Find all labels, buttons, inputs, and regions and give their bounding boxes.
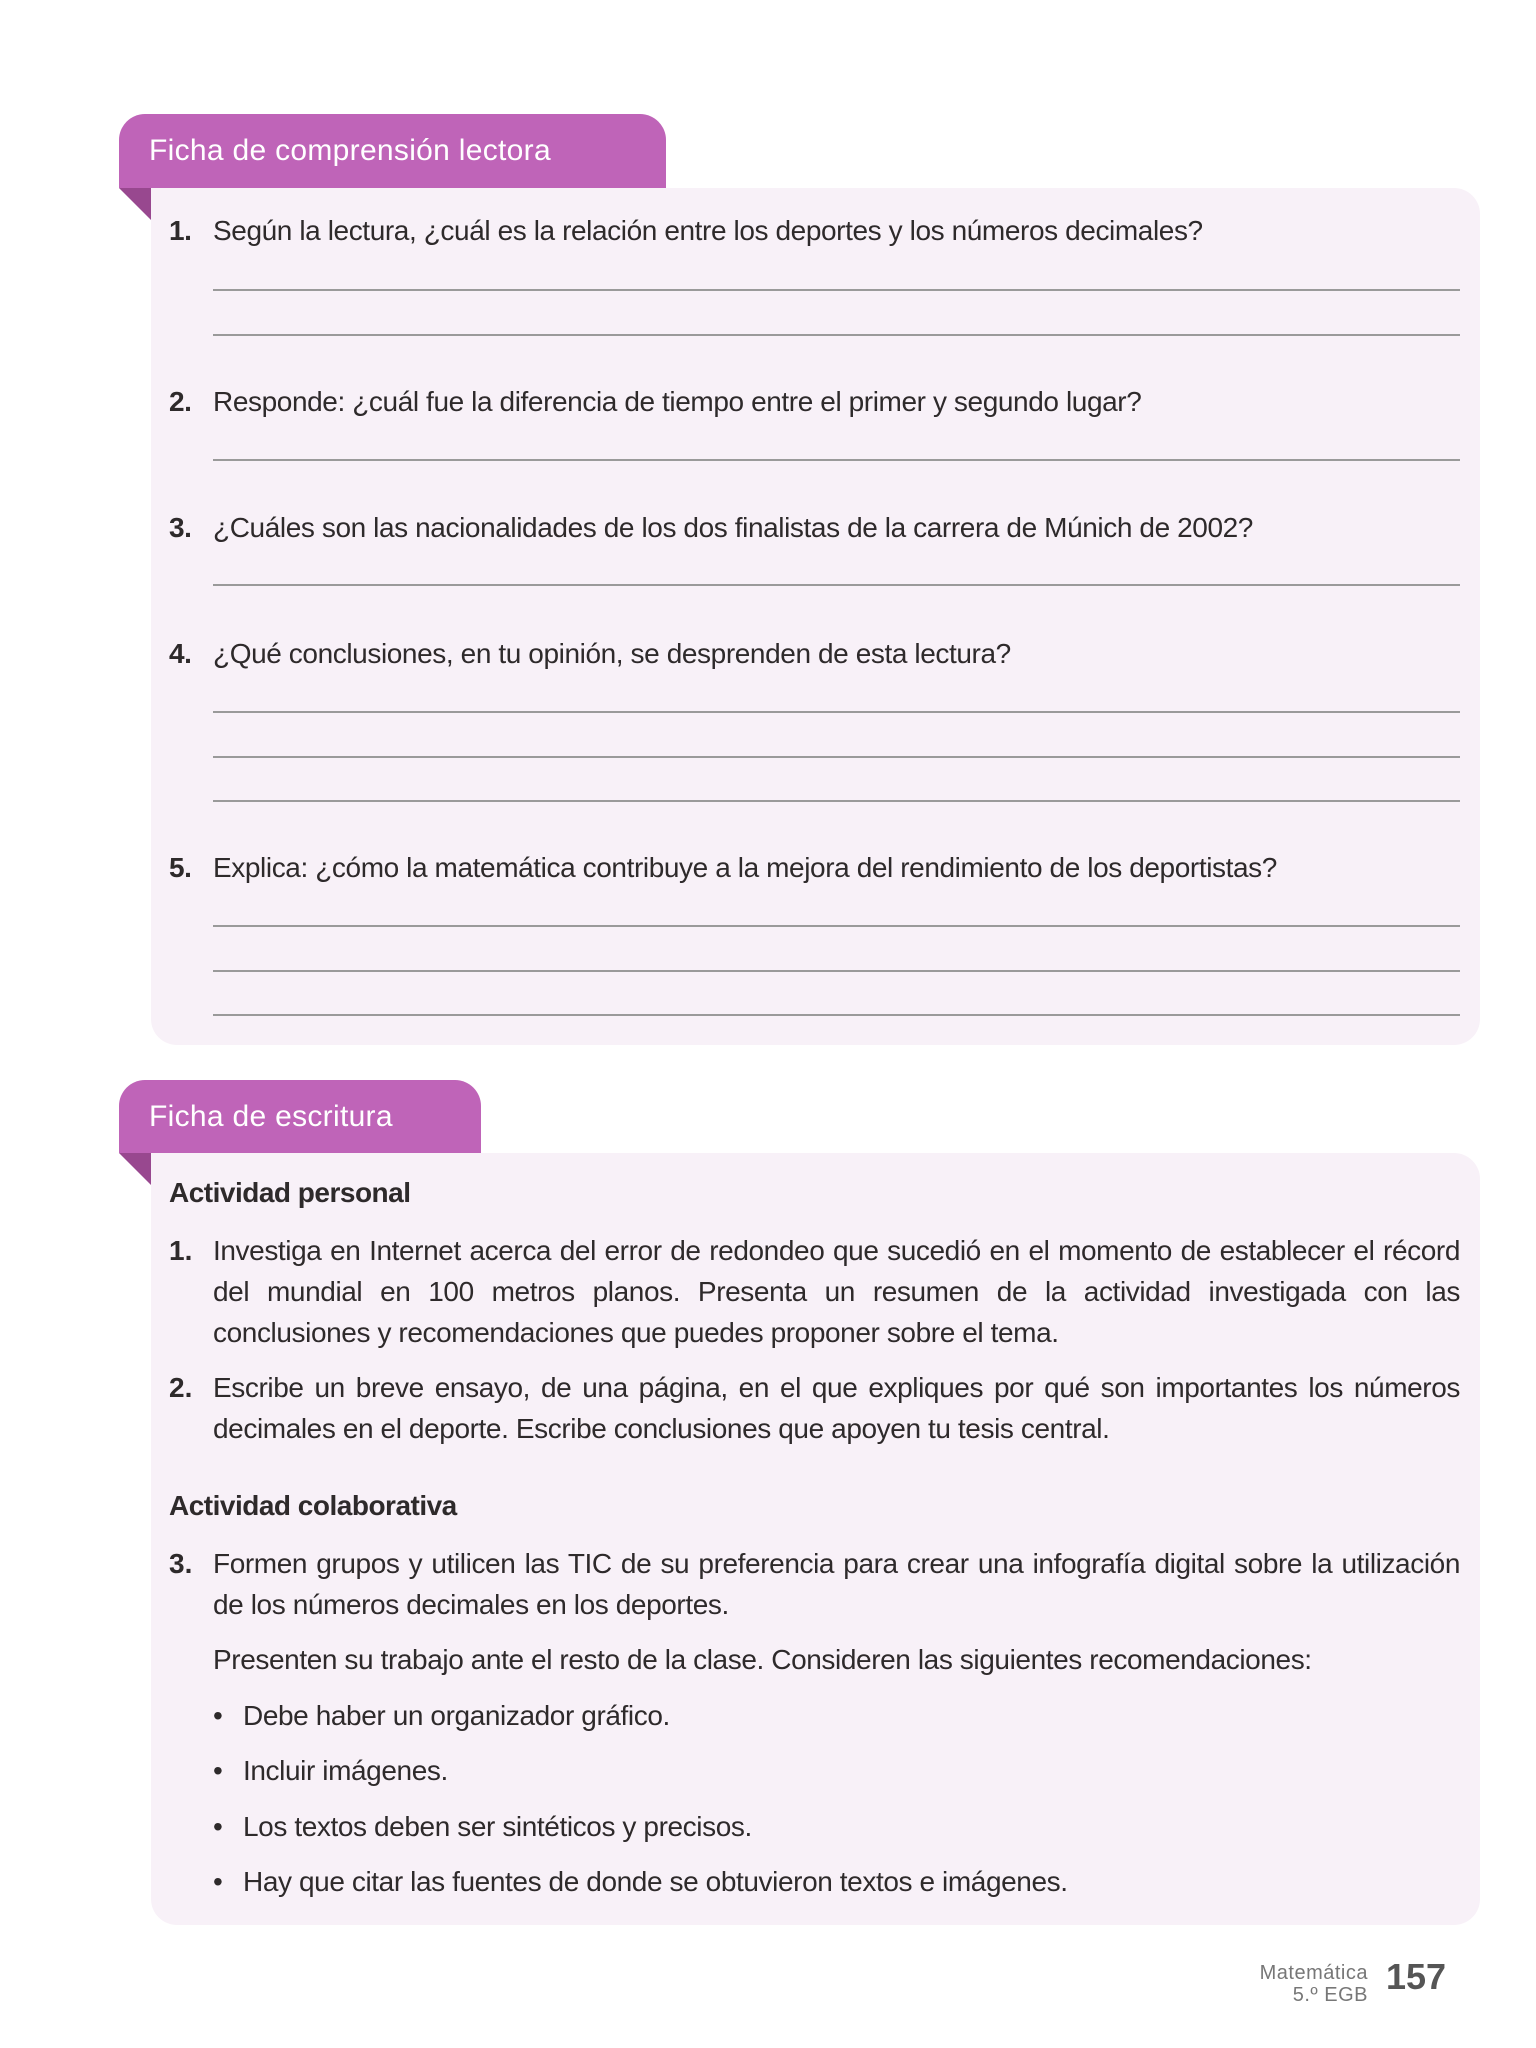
answer-line[interactable] bbox=[213, 711, 1460, 713]
question-1 bbox=[169, 210, 1460, 251]
question-5 bbox=[169, 847, 1460, 888]
footer-subject: Matemática bbox=[1259, 1962, 1368, 1984]
bullet-item bbox=[213, 1695, 670, 1736]
bullet-icon: • bbox=[213, 1866, 223, 1897]
bullet-icon: • bbox=[213, 1811, 223, 1842]
question-3 bbox=[169, 507, 1460, 548]
answer-line[interactable] bbox=[213, 289, 1460, 291]
question-2 bbox=[169, 381, 1460, 422]
answer-line[interactable] bbox=[213, 1014, 1460, 1016]
answer-line[interactable] bbox=[213, 584, 1460, 586]
question-number: 4. bbox=[169, 638, 192, 669]
answer-line[interactable] bbox=[213, 800, 1460, 802]
bullet-text: Los textos deben ser sintéticos y precisos. bbox=[243, 1811, 752, 1842]
tab-fold bbox=[119, 1153, 151, 1185]
answer-line[interactable] bbox=[213, 756, 1460, 758]
reading-tab-title: Ficha de comprensión lectora bbox=[119, 114, 666, 188]
question-number: 2. bbox=[169, 386, 192, 417]
bullet-item bbox=[213, 1806, 752, 1847]
bullet-item bbox=[213, 1750, 448, 1791]
answer-line[interactable] bbox=[213, 970, 1460, 972]
tab-fold bbox=[119, 188, 151, 220]
question-number: 1. bbox=[169, 215, 192, 246]
question-text: ¿Qué conclusiones, en tu opinión, se desprenden de esta lectura? bbox=[213, 638, 1011, 669]
item-number: 2. bbox=[169, 1372, 193, 1403]
collab-activity-heading: Actividad colaborativa bbox=[169, 1490, 457, 1521]
bullet-icon: • bbox=[213, 1755, 223, 1786]
question-text: Según la lectura, ¿cuál es la relación entre los deportes y los números decimales? bbox=[213, 215, 1203, 246]
bullet-text: Incluir imágenes. bbox=[243, 1755, 448, 1786]
activity-item-1: Investiga en Internet acerca del error de redondeo que sucedió en el momento de establecer el récord del mundial en 100 metros planos. Presenta un resumen de la actividad investigada con las conclusiones y recomendaciones que puedes proponer sobre el tema. bbox=[213, 1235, 1460, 1348]
activity-item-3: Formen grupos y utilicen las TIC de su preferencia para crear una infografía digital sobre la utilización de los números decimales en los deportes. bbox=[213, 1548, 1460, 1620]
answer-line[interactable] bbox=[213, 925, 1460, 927]
bullet-text: Debe haber un organizador gráfico. bbox=[243, 1700, 670, 1731]
item-number: 1. bbox=[169, 1235, 193, 1266]
activity-item-3-extra: Presenten su trabajo ante el resto de la clase. Consideren las siguientes recomendaciones: bbox=[213, 1644, 1312, 1675]
question-number: 3. bbox=[169, 512, 192, 543]
footer-grade: 5.º EGB bbox=[1292, 1984, 1368, 2006]
reading-panel bbox=[151, 188, 1480, 1045]
page-number: 157 bbox=[1386, 1956, 1447, 1997]
bullet-icon: • bbox=[213, 1700, 223, 1731]
activity-item-2: Escribe un breve ensayo, de una página, en el que expliques por qué son importantes los números decimales en el deporte. Escribe conclusiones que apoyen tu tesis central. bbox=[213, 1372, 1460, 1444]
writing-tab-title: Ficha de escritura bbox=[119, 1080, 481, 1153]
answer-line[interactable] bbox=[213, 334, 1460, 336]
personal-activity-heading: Actividad personal bbox=[169, 1177, 411, 1208]
bullet-text: Hay que citar las fuentes de donde se obtuvieron textos e imágenes. bbox=[243, 1866, 1068, 1897]
answer-line[interactable] bbox=[213, 459, 1460, 461]
item-number: 3. bbox=[169, 1548, 193, 1579]
question-4 bbox=[169, 633, 1460, 674]
question-text: Explica: ¿cómo la matemática contribuye a la mejora del rendimiento de los deportistas? bbox=[213, 852, 1277, 883]
question-number: 5. bbox=[169, 852, 192, 883]
question-text: ¿Cuáles son las nacionalidades de los dos finalistas de la carrera de Múnich de 2002? bbox=[213, 512, 1253, 543]
question-text: Responde: ¿cuál fue la diferencia de tiempo entre el primer y segundo lugar? bbox=[213, 386, 1142, 417]
bullet-item bbox=[213, 1861, 1068, 1902]
